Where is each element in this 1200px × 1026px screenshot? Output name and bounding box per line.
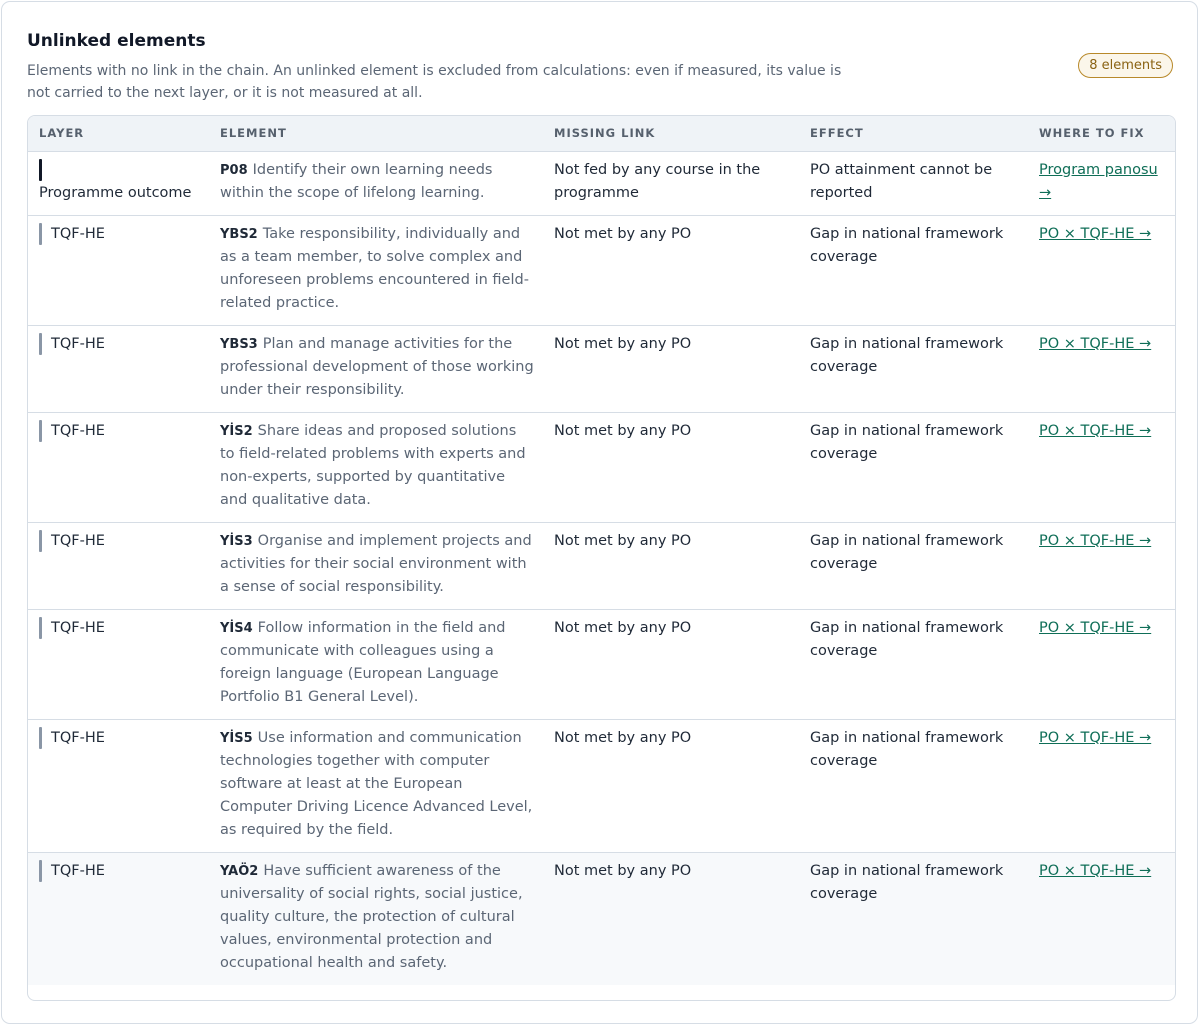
element-cell [210,719,544,852]
layer-label: TQF-HE [51,532,105,549]
element-code: YİS4 [220,620,253,636]
element-code: YAÖ2 [220,863,259,879]
element-description: Share ideas and proposed solutions to field-related problems with experts and non-experts, supported by quantitative and qualitative data. [220,422,526,508]
missing-link-cell: Not met by any PO [544,522,800,609]
layer-label: TQF-HE [51,335,105,352]
missing-link-cell: Not met by any PO [544,412,800,522]
layer-label: TQF-HE [51,422,105,439]
layer-cell [28,609,210,719]
layer-cell [28,151,210,215]
layer-cell [28,325,210,412]
element-count-badge: 8 elements [1078,53,1173,78]
where-to-fix-cell [1029,325,1176,412]
table-row [28,325,1176,412]
element-description: Take responsibility, individually and as a team member, to solve complex and unforeseen problems encountered in field-related practice. [220,225,529,311]
element-description: Organise and implement projects and activities for their social environment with a sense of social responsibility. [220,532,532,595]
fix-link[interactable]: PO × TQF-HE → [1039,862,1152,879]
layer-indicator-bar [39,223,42,245]
element-code: YBS2 [220,226,258,242]
column-header-where-to-fix: WHERE TO FIX [1029,116,1176,151]
where-to-fix-cell [1029,522,1176,609]
element-description: Identify their own learning needs within the scope of lifelong learning. [220,161,493,201]
element-description: Use information and communication technologies together with computer software at least at the European Computer Driving Licence Advanced Level, as required by the field. [220,729,533,838]
unlinked-elements-table [27,115,1176,1001]
missing-link-cell: Not met by any PO [544,609,800,719]
fix-link[interactable]: Program panosu → [1039,161,1158,201]
layer-label: TQF-HE [51,619,105,636]
element-cell [210,852,544,985]
table-row [28,719,1176,852]
table-header-row [28,116,1176,151]
element-code: YİS2 [220,423,253,439]
layer-indicator-bar [39,727,42,749]
table-row [28,609,1176,719]
column-header-effect: EFFECT [800,116,1029,151]
element-cell [210,151,544,215]
layer-indicator-bar [39,860,42,882]
layer-cell [28,522,210,609]
layer-cell [28,852,210,985]
element-code: YİS3 [220,533,253,549]
element-cell [210,412,544,522]
column-header-missing-link: MISSING LINK [544,116,800,151]
fix-link[interactable]: PO × TQF-HE → [1039,335,1152,352]
missing-link-cell: Not met by any PO [544,852,800,985]
element-cell [210,215,544,325]
fix-link[interactable]: PO × TQF-HE → [1039,619,1152,636]
layer-cell [28,719,210,852]
where-to-fix-cell [1029,151,1176,215]
layer-label: TQF-HE [51,729,105,746]
effect-cell: Gap in national framework coverage [800,609,1029,719]
missing-link-cell: Not met by any PO [544,215,800,325]
column-header-layer: LAYER [28,116,210,151]
layer-label: TQF-HE [51,225,105,242]
fix-link[interactable]: PO × TQF-HE → [1039,532,1152,549]
effect-cell: Gap in national framework coverage [800,325,1029,412]
missing-link-cell: Not met by any PO [544,719,800,852]
fix-link[interactable]: PO × TQF-HE → [1039,729,1152,746]
table-row [28,151,1176,215]
layer-cell [28,412,210,522]
column-header-element: ELEMENT [210,116,544,151]
effect-cell: Gap in national framework coverage [800,719,1029,852]
layer-indicator-bar [39,530,42,552]
element-cell [210,325,544,412]
effect-cell: Gap in national framework coverage [800,522,1029,609]
layer-indicator-bar [39,420,42,442]
layer-indicator-bar [39,333,42,355]
table-row [28,412,1176,522]
missing-link-cell: Not met by any PO [544,325,800,412]
missing-link-cell: Not fed by any course in the programme [544,151,800,215]
effect-cell: Gap in national framework coverage [800,215,1029,325]
table-row [28,852,1176,985]
effect-cell: Gap in national framework coverage [800,412,1029,522]
layer-label: Programme outcome [39,184,192,201]
panel-title: Unlinked elements [27,31,206,51]
element-cell [210,522,544,609]
element-code: YİS5 [220,730,253,746]
where-to-fix-cell [1029,609,1176,719]
table-row [28,215,1176,325]
element-description: Follow information in the field and communicate with colleagues using a foreign language (European Language Portfolio B1 General Level). [220,619,506,705]
layer-label: TQF-HE [51,862,105,879]
element-code: YBS3 [220,336,258,352]
element-cell [210,609,544,719]
element-code: P08 [220,162,248,178]
where-to-fix-cell [1029,852,1176,985]
where-to-fix-cell [1029,412,1176,522]
panel-description: Elements with no link in the chain. An unlinked element is excluded from calculations: even if measured, its value is not carried to the next layer, or it is not measured at all. [27,63,842,101]
effect-cell: PO attainment cannot be reported [800,151,1029,215]
fix-link[interactable]: PO × TQF-HE → [1039,225,1152,242]
layer-indicator-bar [39,617,42,639]
layer-indicator-bar [39,159,42,181]
where-to-fix-cell [1029,719,1176,852]
element-description: Have sufficient awareness of the universality of social rights, social justice, quality culture, the protection of cultural values, environmental protection and occupational health and safety. [220,862,523,971]
element-description: Plan and manage activities for the professional development of those working under their responsibility. [220,335,534,398]
layer-cell [28,215,210,325]
where-to-fix-cell [1029,215,1176,325]
unlinked-elements-panel [1,1,1198,1024]
effect-cell: Gap in national framework coverage [800,852,1029,985]
table-row [28,522,1176,609]
fix-link[interactable]: PO × TQF-HE → [1039,422,1152,439]
